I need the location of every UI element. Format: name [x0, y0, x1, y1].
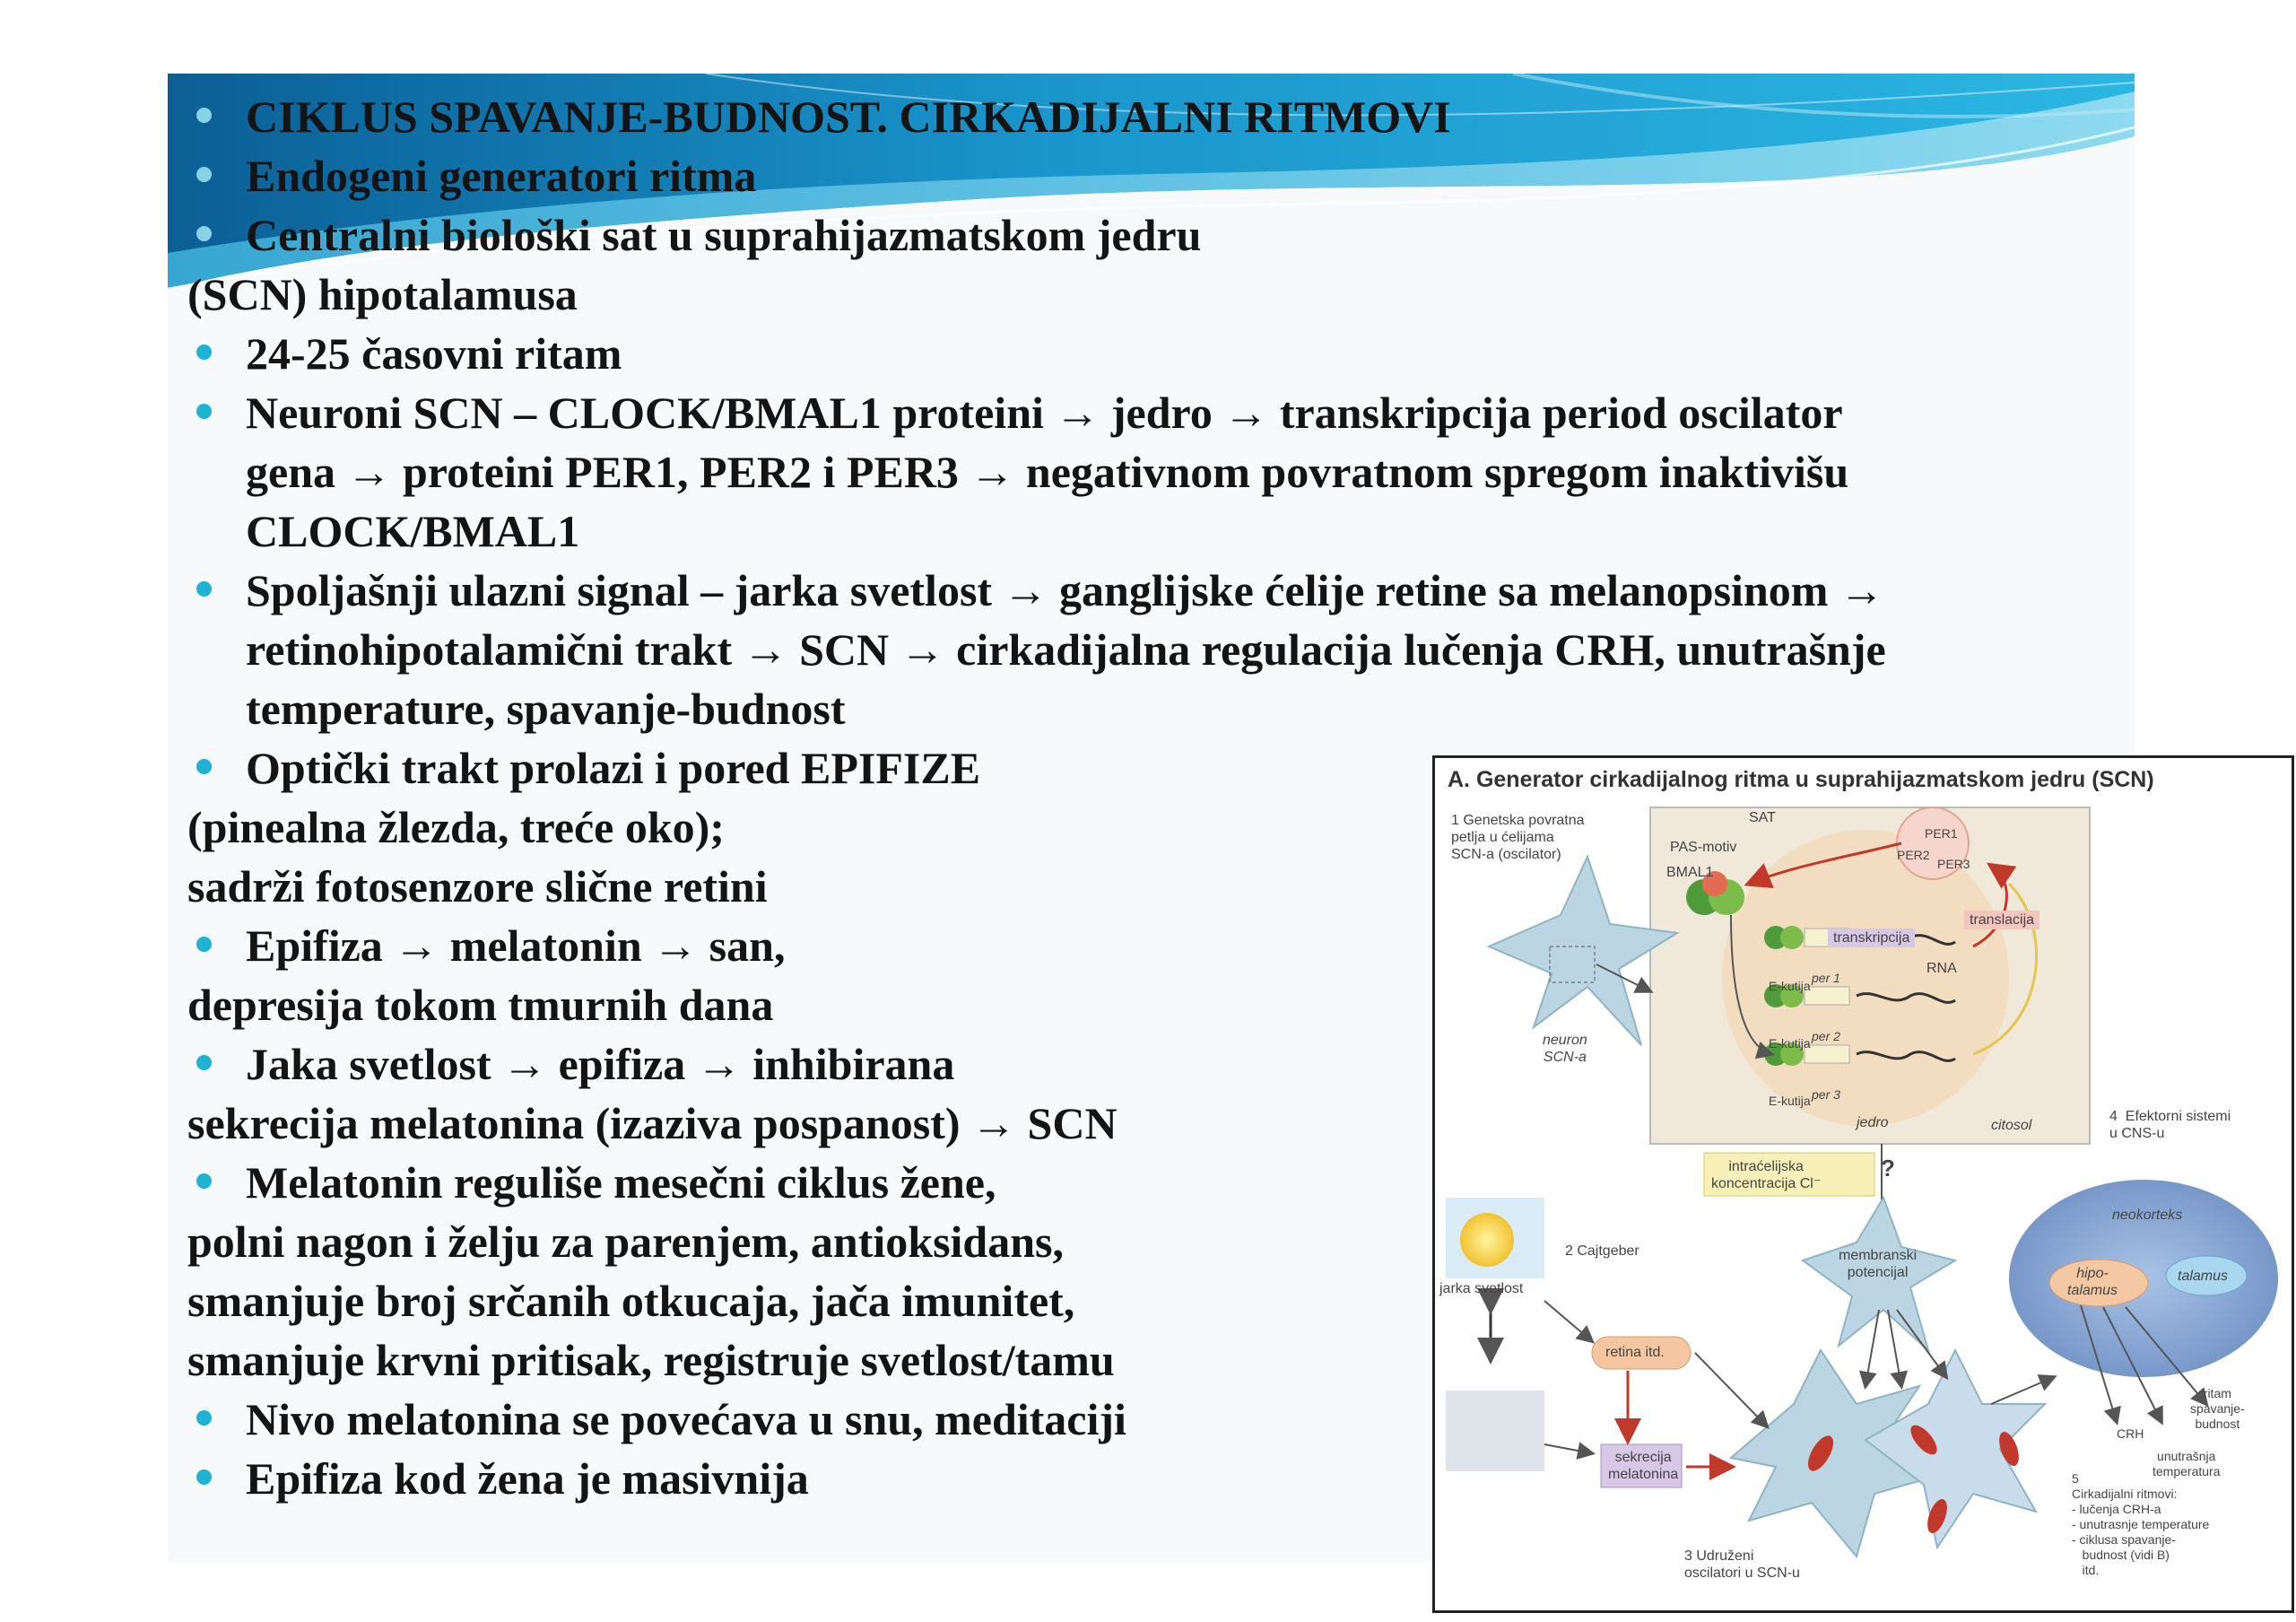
label-crh: CRH — [2117, 1426, 2144, 1441]
indented-line: CLOCK/BMAL1 — [246, 506, 580, 556]
label-translacija: translacija — [1964, 911, 2039, 929]
bullet-dot — [196, 344, 212, 360]
bullet-line — [187, 87, 2143, 146]
label-ritam: ritam spavanje- budnost — [2190, 1386, 2245, 1431]
label-cajtgeber: 2 Cajtgeber — [1565, 1243, 1639, 1259]
line-text: Epifiza → melatonin → san, — [246, 920, 786, 971]
label-genetic-loop: 1 Genetska povratna petlja u ćelijama SCN-a (oscilator) — [1451, 813, 1585, 862]
label-sekrecija: sekrecija melatonina — [1608, 1450, 1679, 1482]
continuation-line: depresija tokom tmurnih dana — [187, 980, 774, 1030]
bullet-dot — [196, 108, 212, 123]
bullet-dot — [196, 1410, 212, 1426]
indented-line: gena → proteini PER1, PER2 i PER3 → negativnom povratnom spregom inaktivišu — [246, 447, 1849, 497]
label-intracel: intraćelijska koncentracija Cl⁻ — [1711, 1159, 1822, 1191]
label-jarka-svetlost: jarka svetlost — [1439, 1281, 1524, 1296]
indented-line: retinohipotalamični trakt → SCN → cirkadijalna regulacija lučenja CRH, unutrašnje — [246, 624, 1886, 675]
line-text: Jaka svetlost → epifiza → inhibirana — [246, 1039, 955, 1089]
label-per2: PER2 — [1897, 848, 1930, 862]
bullet-dot — [196, 404, 212, 419]
bullet-dot — [196, 581, 212, 597]
line-text: Endogeni generatori ritma — [246, 151, 757, 201]
bullet-dot — [196, 226, 212, 241]
continuation-line: sadrži fotosenzore slične retini — [187, 861, 768, 911]
label-circadian-rhythms: 5 Cirkadijalni ritmovi: - lučenja CRH-a - unutrasnje temperature - ciklusa spavanje- budnost (vidi B) itd. — [2072, 1471, 2210, 1577]
line-text: Optički trakt prolazi i pored EPIFIZE — [246, 743, 981, 793]
label-hipotalamus: hipo- talamus — [2067, 1266, 2118, 1298]
neuron-scn — [1489, 857, 1677, 1045]
label-sat: SAT — [1749, 810, 1776, 825]
bullet-line — [187, 324, 2143, 383]
line-text: 24-25 časovni ritam — [246, 328, 622, 379]
bullet-dot — [196, 167, 212, 182]
scn-diagram — [1432, 755, 2294, 1613]
label-membrane: membranski potencijal — [1839, 1248, 1918, 1280]
bullet-line — [187, 205, 2143, 265]
line-text: Neuroni SCN – CLOCK/BMAL1 proteini → jedro → transkripcija period oscilator — [246, 388, 1843, 438]
label-effectors: 4 Efektorni sistemi u CNS-u — [2109, 1109, 2231, 1141]
label-per3: PER3 — [1937, 857, 1970, 871]
bullet-dot — [196, 1055, 212, 1070]
bullet-dot — [196, 1469, 212, 1485]
sun-icon — [1460, 1213, 1514, 1267]
continuation-line: smanjuje krvni pritisak, registruje svetlost/tamu — [187, 1335, 1115, 1385]
bullet-line — [187, 383, 2143, 442]
oscillator-cell — [1866, 1350, 2045, 1548]
line-text: Spoljašnji ulazni signal – jarka svetlost → ganglijske ćelije retine sa melanopsinom → — [246, 565, 1884, 615]
nucleus — [1722, 830, 2009, 1126]
label-e-kutija: E-kutija — [1769, 1036, 1811, 1051]
label-talamus: talamus — [2178, 1269, 2229, 1284]
bullet-dot — [196, 937, 212, 952]
label-citosol: citosol — [1991, 1118, 2032, 1133]
label-per-3: per 3 — [1812, 1087, 1840, 1102]
bullet-dot — [196, 759, 212, 774]
label-retina: retina itd. — [1605, 1345, 1665, 1360]
label-bmal1: BMAL1 — [1666, 865, 1714, 880]
label-per-1: per 1 — [1812, 971, 1840, 985]
night-box — [1446, 1391, 1544, 1471]
label-rna: RNA — [1926, 961, 1957, 976]
label-jedro: jedro — [1857, 1115, 1889, 1130]
continuation-line: polni nagon i želju za parenjem, antioksidans, — [187, 1216, 1065, 1267]
line-text: Nivo melatonina se povećava u snu, meditaciji — [246, 1394, 1126, 1444]
label-neuron: neuron SCN-a — [1543, 1033, 1587, 1065]
continuation-line: sekrecija melatonina (izaziva pospanost) → SCN — [187, 1098, 1118, 1148]
continuation-line: smanjuje broj srčanih otkucaja, jača imunitet, — [187, 1276, 1075, 1326]
bullet-dot — [196, 1173, 212, 1189]
line-text: CIKLUS SPAVANJE-BUDNOST. CIRKADIJALNI RITMOVI — [246, 92, 1451, 142]
label-neokorteks: neokorteks — [2112, 1208, 2183, 1223]
label-per-2: per 2 — [1812, 1029, 1840, 1043]
line-text: Epifiza kod žena je masivnija — [246, 1453, 809, 1504]
label-unutrasnja: unutrašnja temperatura — [2152, 1449, 2221, 1478]
label-combined-oscillators: 3 Udruženi oscilatori u SCN-u — [1684, 1548, 1800, 1581]
continuation-line: (SCN) hipotalamusa — [187, 269, 578, 319]
bullet-line — [187, 146, 2143, 205]
slide — [168, 74, 2245, 1581]
label-pas-motiv: PAS-motiv — [1670, 840, 1737, 855]
label-transkripcija: transkripcija — [1828, 929, 1915, 947]
indented-line: temperature, spavanje-budnost — [246, 684, 846, 734]
figure-title: A. Generator cirkadijalnog ritma u suprahijazmatskom jedru (SCN) — [1448, 767, 2154, 792]
label-e-kutija: E-kutija — [1769, 979, 1811, 993]
line-text: Melatonin reguliše mesečni ciklus žene, — [246, 1157, 996, 1208]
label-e-kutija: E-kutija — [1769, 1094, 1811, 1108]
continuation-line: (pinealna žlezda, treće oko); — [187, 802, 725, 852]
label-per1: PER1 — [1925, 826, 1958, 841]
line-text: Centralni biološki sat u suprahijazmatskom jedru — [246, 210, 1202, 260]
bullet-line — [187, 561, 2143, 620]
label-question: ? — [1881, 1155, 1895, 1182]
